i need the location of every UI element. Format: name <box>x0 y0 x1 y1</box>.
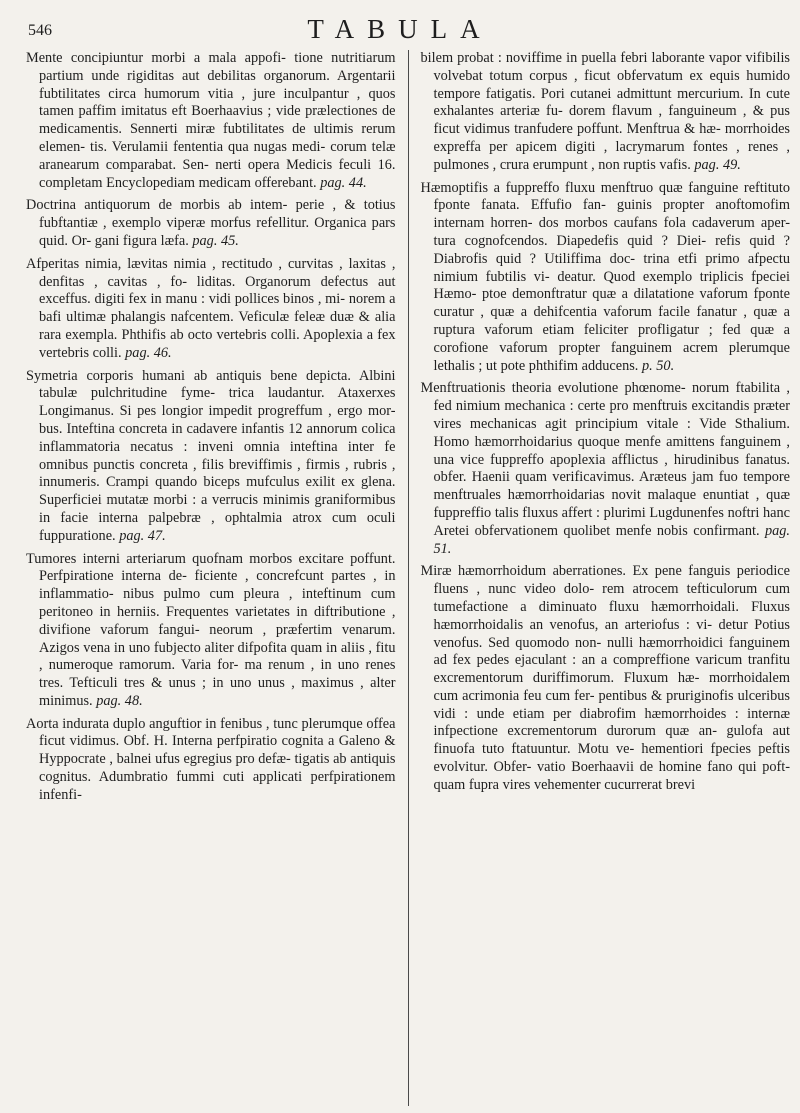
page-reference: pag. 44. <box>320 174 367 191</box>
page-reference: p. 50. <box>641 357 675 374</box>
page-reference: pag. 45. <box>192 232 239 249</box>
paragraph: Hæmoptifis a fuppreffo fluxu menftruo quæ fanguine reftituto fponte fanata. Effufio fan- guinis propter anoftomofim internam horren- dos morbos caufans fola cadaverum aper- tura cognofcendos. Diapedefis quid ? Diei- refis quid ? Diabrofis quid ? Utiliffima doc- trina etfi primo afpectu nimium fubtilis vi- deatur. Quod exemplo triplicis fpeciei Hæmo- ptoe demonftratur quæ a dilatatione vaforum fponte curatur , quæ a dehifcentia vaforum facile fanatur , quæ a ruptura vaforum etiam feliciter profligatur ; fed quæ a corofione vaforum propter fanguinem acrem plerumque lethalis ; ut pote phthifim adducens. p. 50. <box>420 179 790 374</box>
page-header <box>0 12 800 42</box>
paragraph: Menftruationis theoria evolutione phœnome- norum ftabilita , fed nimium mechanica : certe pro menftruis excitandis præter vires mechanicas agit principium vitale : Vide Sthalium. Homo hæmorrhoidarius quoque menfe amittens fanguinem , una vice fuppreffo apoplexia afflictus , hirudinibus fanatus. obfer. Haenii quam verificavimus. Aræteus jam fuo tempore menftruales hæmorrhoidarias novit malaque enuntiat , quæ fuppreffio talis fluxus affert : plurimi Lugdunenfes noftri hanc Aretei obfervationem quolibet menfe nobis confirmant. pag. 51. <box>420 380 790 557</box>
paragraph: Afperitas nimia, lævitas nimia , rectitudo , curvitas , laxitas , denfitas , cavitas , fo- liditas. Organorum defectus aut exceffus. digiti fex in manu : vidi pollices binos , mi- norem a bafi ultimæ phalangis nafcentem. Veficulæ feleæ duæ & alia rara exempla. Phthifis ab octo vertebris colli. Apoplexia a fex vertebris colli. pag. 46. <box>26 255 396 361</box>
text-columns <box>26 50 790 1106</box>
paragraph: Aorta indurata duplo anguftior in fenibus , tunc plerumque offea ficut vidimus. Obf. H. Interna perfpiratio cognita a Galeno & Hyppocrate , balnei ufus egregius pro defæ- tigatis ab antiquis cognitus. Adumbratio fummi cuti applicati perfpirationem infenfi- <box>26 715 396 803</box>
running-title: TABULA <box>307 14 493 44</box>
paragraph: Miræ hæmorrhoidum aberrationes. Ex pene fanguis periodice fluens , nunc video dolo- rem atrocem tefticulorum cum tumefactione a diminuato fluxu hæmorrhoidali. Fluxus hæmorrhoidalis an venofus, an arteriofus : vi- detur Potius venofus. Sed quomodo non- nulli hæmorrhoidici fanguinem ad fex pedes ejaculant : an a compreffione varicum tranfitu excrementorum duriffimorum. Fluxum hæ- morrhoidalem cum acrimonia feu cum fer- pentibus & pruriginofis ulceribus vidi : unde etiam per diabrofim hæmorrhoides : internæ infpectione excrementorum durorum quæ an- gulofa aut finuofa tuto ftatuuntur. Motu ve- hementiori fpecies peftis evolvitur. Obfer- vatio Boerhaavii de homine fano qui poft- quam fupra vires vehementer cucurrerat brevi <box>420 563 790 793</box>
page-number: 546 <box>28 22 52 39</box>
page-reference: pag. 51. <box>433 522 790 557</box>
page-reference: pag. 49. <box>694 156 741 173</box>
right-column <box>408 50 791 1106</box>
paragraph: Mente concipiuntur morbi a mala appofi- tione nutritiarum partium unde rigiditas aut debilitas organorum. Argentarii fubtilitates circa humorum vitia , jure inculpantur , quos tamen paffim imitatus eft Boerhaavius ; vide prælectiones de medicamentis. Sennerti miræ fubtilitates de ultimis rerum elemen- tis. Verulamii fententia qua nugas medi- corum telæ aranearum comparabat. Sen- nerti opera Medicis feculi 16. completam Encyclopediam medicam offerebant. pag. 44. <box>26 50 396 191</box>
page-reference: pag. 48. <box>96 692 143 709</box>
paragraph: bilem probat : noviffime in puella febri laborante vapor vifibilis volvebat totum corpus , ficut obfervatum ex equis humido tempore fatigatis. Pori cutanei admittunt mercurium. In cute exhalantes arteriæ fu- dorem flavum , fanguineum , & pus ficut vidimus tranfudere poffunt. Menftrua & hæ- morrhoides expreffa per apicem digiti , lacrymarum fontes , renes , pulmones , crura erumpunt , non ruptis vafis. pag. 49. <box>420 50 790 173</box>
left-column <box>26 50 408 1106</box>
paragraph: Doctrina antiquorum de morbis ab intem- perie , & totius fubftantiæ , exemplo viperæ morfus refellitur. Organica pars quid. Or- gani figura læfa. pag. 45. <box>26 197 396 249</box>
page-reference: pag. 46. <box>125 344 172 361</box>
page-reference: pag. 47. <box>119 527 166 544</box>
paragraph: Symetria corporis humani ab antiquis bene depicta. Albini tabulæ pulchritudine fyme- trica laudantur. Ataxerxes Longimanus. Si pes longior impedit progreffum , ergo mor- bus. Inteftina concreta in cadavere infantis 12 annorum colica inflammatoria necatus : inveni omnia inteftina inter fe omnibus punctis concreta , filis breviffimis , firmis , rubris , innumeris. Crampi quando biceps mufculus exilit ex glena. Superficiei mutatæ morbi : a verrucis minimis graniformibus in facie interna palpebræ , ophtalmia atrox cum oculi fuppuratione. pag. 47. <box>26 367 396 544</box>
paragraph: Tumores interni arteriarum quofnam morbos excitare poffunt. Perfpiratione interna de- ficiente , concrefcunt partes , in inflammatio- nibus pulmo cum pleura , inteftinum cum peritoneo in herniis. Frequentes varietates in diftributione , divifione vaforum fangui- neorum , præfertim venarum. Azigos vena in uno fubjecto aliter difpofita quam in aliis , fitu , numeroque ramorum. Varia for- ma renum , in uno renes tres. Tefticuli tres & unus ; in uno unus , maximus , alter minimus. pag. 48. <box>26 550 396 709</box>
